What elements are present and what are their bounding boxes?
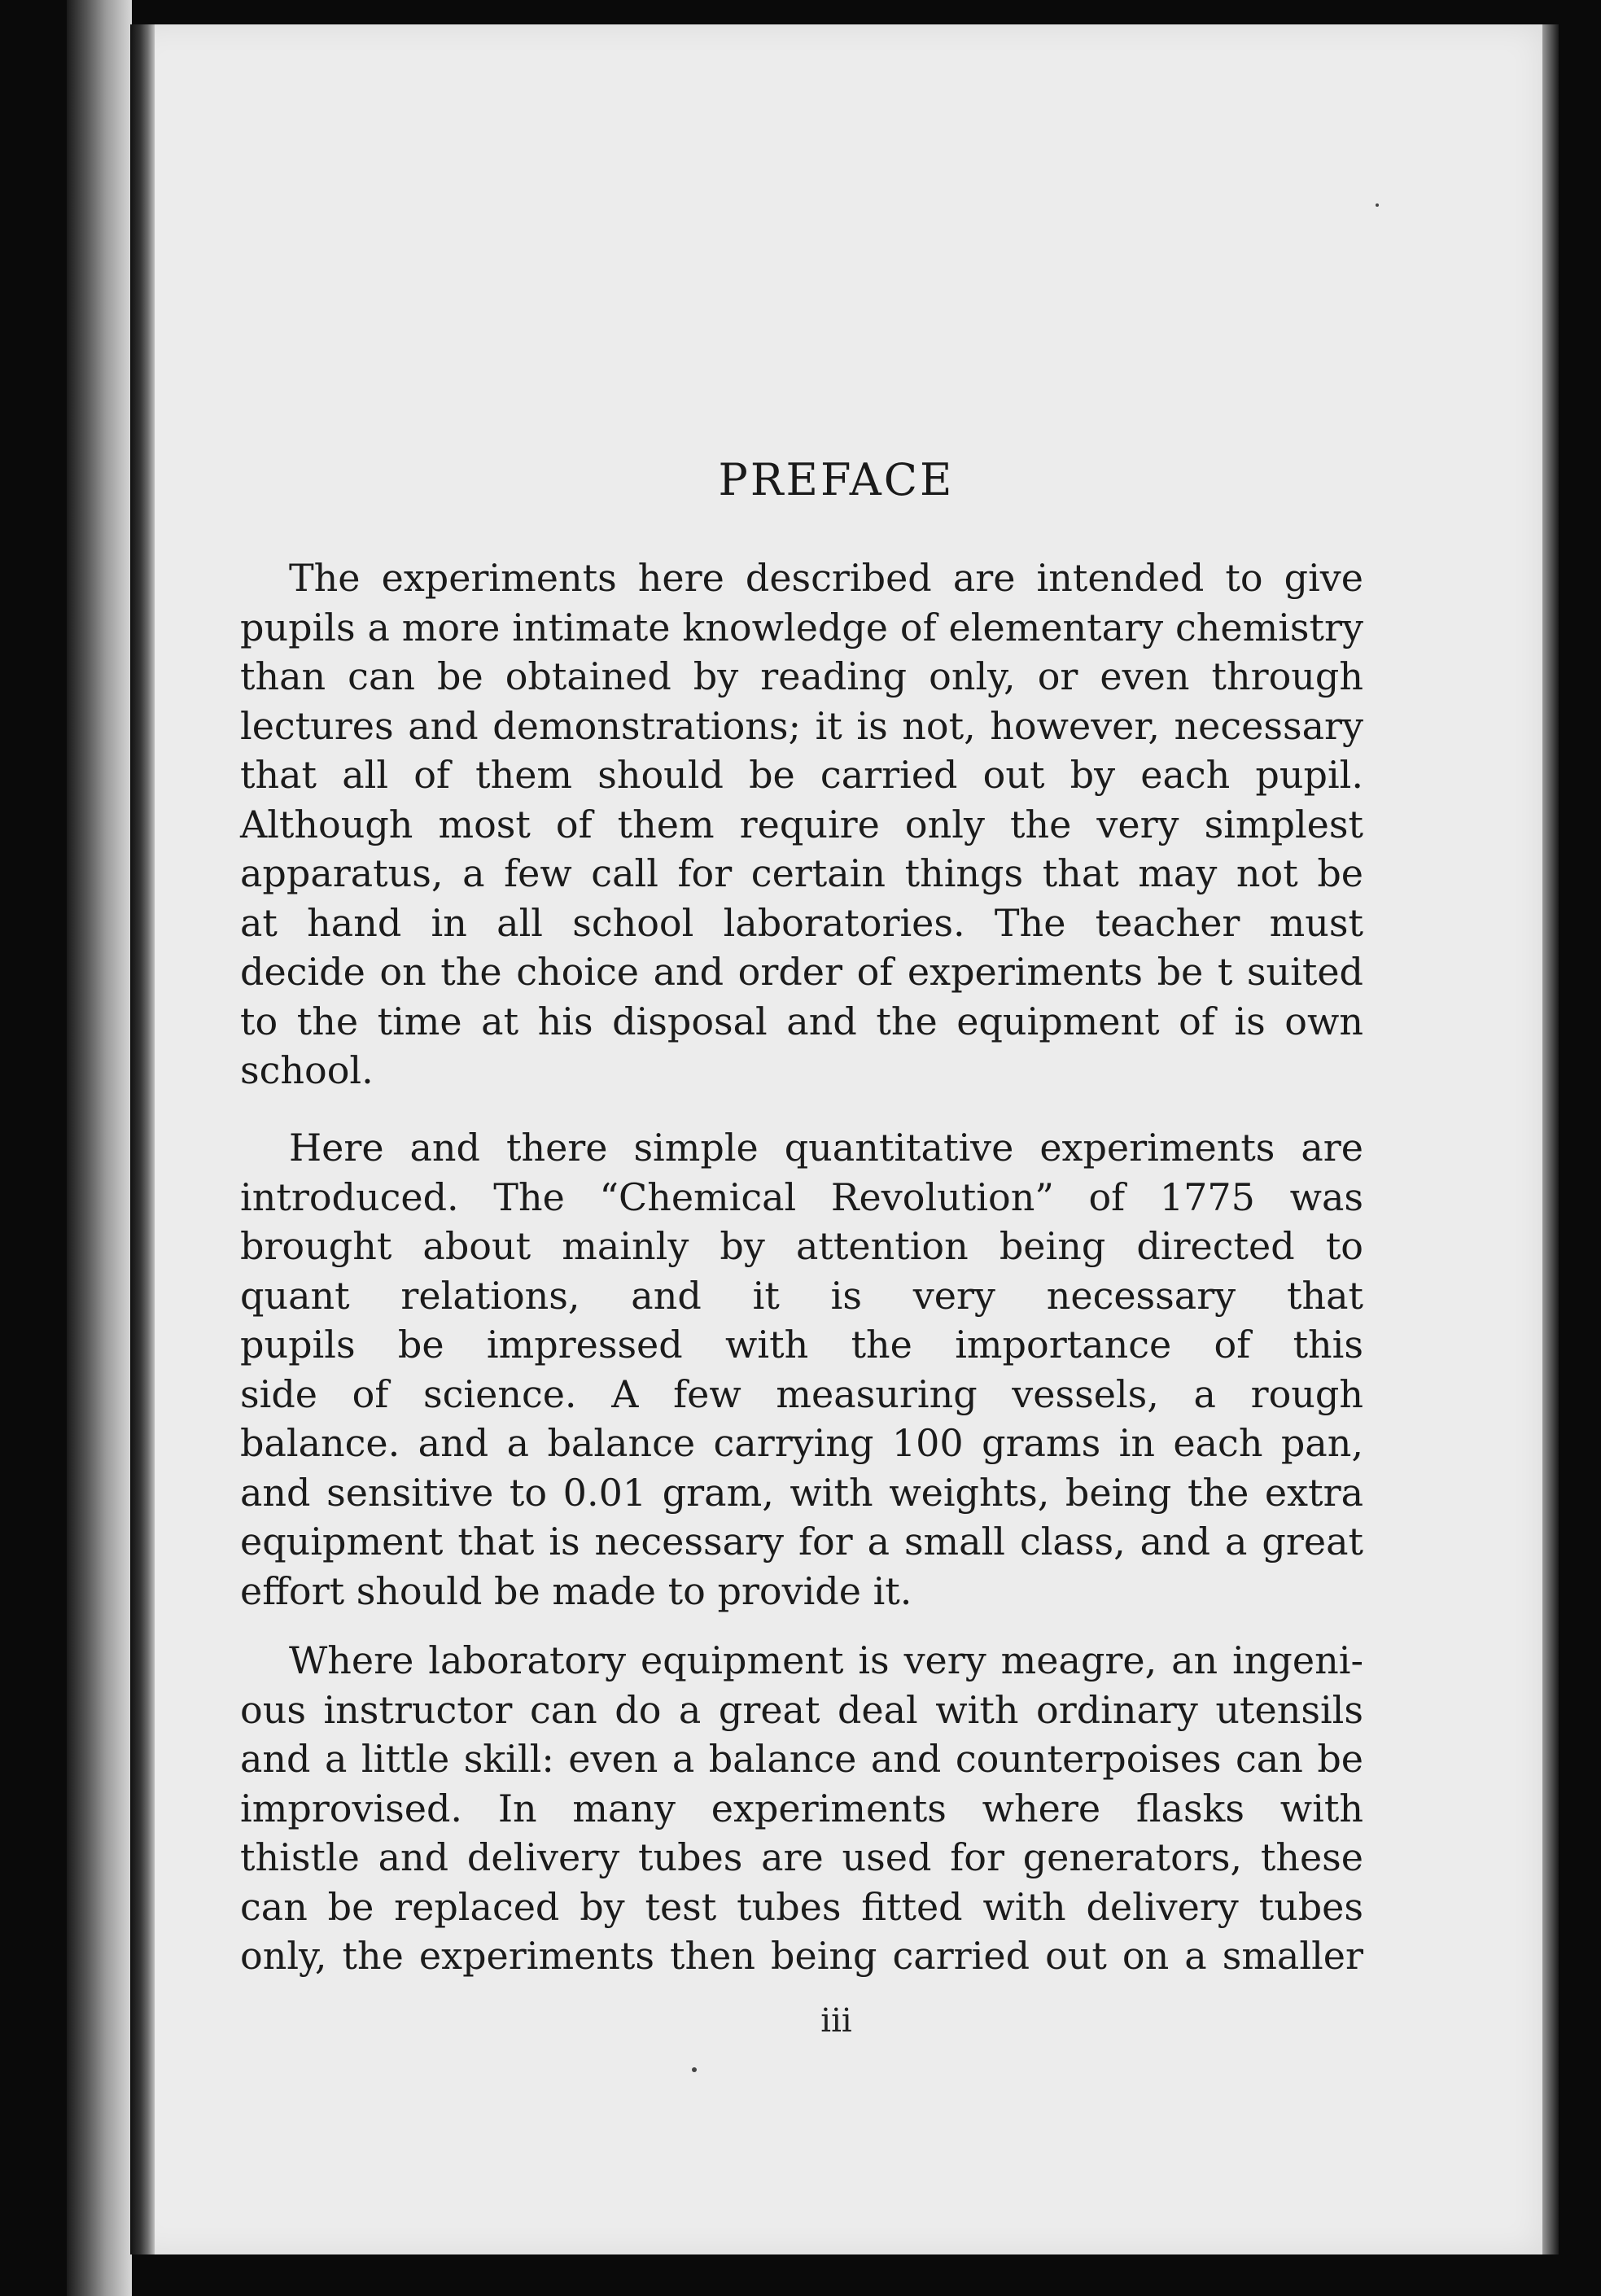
text-line: effort should be made to provide it.	[240, 1568, 912, 1613]
paragraph-1	[240, 553, 1363, 1096]
scan-speck	[1376, 203, 1379, 207]
text-line: thistle and delivery tubes are used for generators, these	[240, 1835, 1363, 1879]
paragraph-2	[240, 1123, 1363, 1616]
text-line: pupils be impressed with the importance of this	[240, 1323, 1363, 1367]
text-line: brought about mainly by attention being directed to	[240, 1224, 1363, 1268]
text-line: can be replaced by test tubes fitted with delivery tubes	[240, 1884, 1363, 1929]
text-line: ous instructor can do a great deal with ordinary utensils	[240, 1687, 1363, 1732]
text-line: side of science. A few measuring vessels, a rough	[240, 1371, 1363, 1416]
text-line: Here and there simple quantitative experiments are	[289, 1126, 1363, 1170]
scanned-page	[130, 24, 1542, 2254]
paragraph-3	[240, 1636, 1363, 1981]
text-line: Although most of them require only the very simplest	[240, 802, 1363, 846]
text-line: and a little skill: even a balance and counterpoises can be	[240, 1737, 1363, 1781]
text-line: apparatus, a few call for certain things that may not be	[240, 851, 1363, 895]
text-line: The experiments here described are intended to give	[289, 556, 1363, 600]
text-line: Where laboratory equipment is very meagre, an ingeni-	[289, 1638, 1363, 1682]
text-line: pupils a more intimate knowledge of elementary chemistry	[240, 605, 1363, 649]
text-line: and sensitive to 0.01 gram, with weights, being the extra	[240, 1470, 1363, 1515]
text-line: quant relations, and it is very necessary that	[240, 1273, 1363, 1318]
text-line: than can be obtained by reading only, or even through	[240, 654, 1363, 698]
text-line: balance. and a balance carrying 100 grams in each pan,	[240, 1421, 1363, 1465]
page-number: iii	[820, 2002, 852, 2040]
text-line: at hand in all school laboratories. The teacher must	[240, 900, 1363, 945]
text-line: improvised. In many experiments where flasks with	[240, 1786, 1363, 1830]
text-line: only, the experiments then being carried out on a smaller	[240, 1934, 1363, 1978]
text-line: decide on the choice and order of experiments be t suited	[240, 950, 1363, 994]
scan-speck	[692, 2067, 697, 2072]
text-line: lectures and demonstrations; it is not, however, necessary	[240, 703, 1363, 748]
page-title: PREFACE	[718, 454, 955, 506]
page-right-edge	[1542, 24, 1559, 2254]
text-line: to the time at his disposal and the equipment of is own	[240, 999, 1363, 1043]
text-line: equipment that is necessary for a small class, and a great	[240, 1520, 1363, 1563]
page-binding-edge	[67, 0, 132, 2296]
text-line: introduced. The “Chemical Revolution” of 1775 was	[240, 1174, 1363, 1219]
page-gutter	[130, 24, 155, 2254]
text-line: that all of them should be carried out by each pupil.	[240, 753, 1363, 797]
text-line: school.	[240, 1048, 374, 1092]
